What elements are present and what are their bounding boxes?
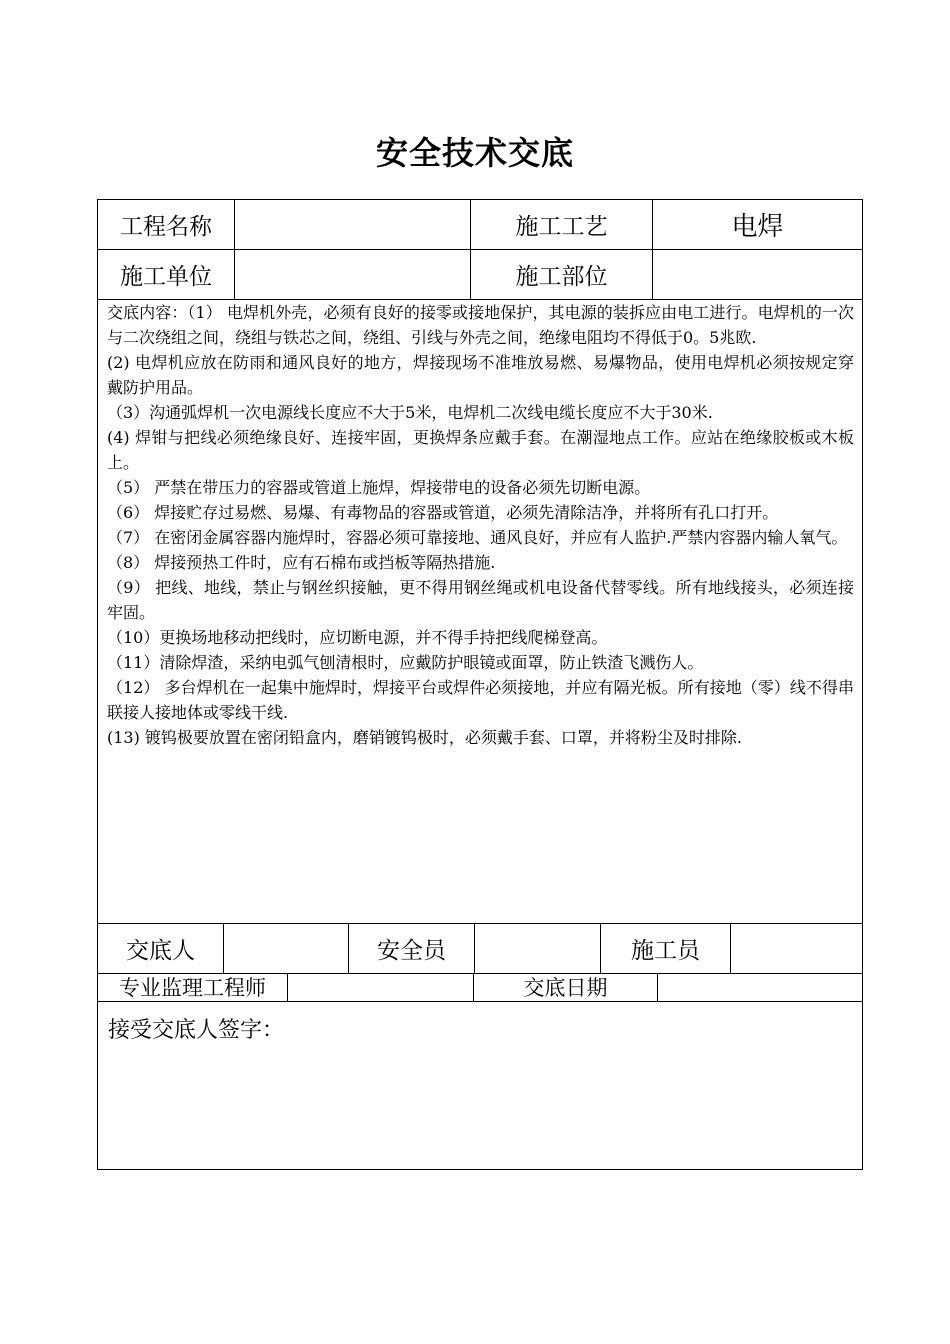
location-field[interactable] xyxy=(653,250,862,299)
discloser-label: 交底人 xyxy=(98,924,224,973)
content-paragraph: （3）沟通弧焊机一次电源线长度应不大于5米，电焊机二次线电缆长度应不大于30米. xyxy=(107,403,713,422)
date-label: 交底日期 xyxy=(474,973,658,1001)
header-row-unit xyxy=(98,250,862,299)
process-label: 施工工艺 xyxy=(471,200,653,249)
header-row-project xyxy=(98,200,862,250)
receiver-signature-label: 接受交底人签字： xyxy=(108,1018,285,1043)
safety-officer-field[interactable] xyxy=(475,924,601,973)
content-paragraph: （7） 在密闭金属容器内施焊时，容器必须可靠接地、通风良好，并应有人监护.严禁内容器内输人氧气。 xyxy=(107,528,848,547)
page-title: 安全技术交底 xyxy=(375,134,574,172)
process-field[interactable]: 电焊 xyxy=(731,212,784,242)
disclosure-content xyxy=(97,299,863,924)
content-paragraph: (4) 焊钳与把线必须绝缘良好、连接牢固，更换焊条应戴手套。在潮湿地点工作。应站在绝缘胶板或木板上。 xyxy=(107,428,854,472)
project-name-field[interactable] xyxy=(235,200,471,249)
content-paragraph: （11）清除焊渣，采纳电弧气刨清根时，应戴防护眼镜或面罩，防止铁渣飞溅伤人。 xyxy=(107,653,704,672)
supervisor-field[interactable] xyxy=(288,973,474,1001)
unit-label: 施工单位 xyxy=(98,250,235,299)
discloser-field[interactable] xyxy=(224,924,349,973)
header-table xyxy=(97,199,863,300)
supervisor-table xyxy=(97,973,863,1002)
content-paragraph: （8） 焊接预热工件时，应有石棉布或挡板等隔热措施. xyxy=(107,553,496,572)
content-paragraph: (13) 镀钨极要放置在密闭铅盒内，磨销镀钨极时，必须戴手套、口罩，并将粉尘及时排除. xyxy=(107,728,743,747)
content-paragraph: （5） 严禁在带压力的容器或管道上施焊，焊接带电的设备必须先切断电源。 xyxy=(107,478,651,497)
content-paragraph: 交底内容：（1） 电焊机外壳，必须有良好的接零或接地保护，其电源的装拆应由电工进行。电焊机的一次与二次绕组之间，绕组与铁芯之间，绕组、引线与外壳之间，绝缘电阻均不得低于0。5兆欧. xyxy=(107,303,854,347)
constructor-label: 施工员 xyxy=(601,924,731,973)
constructor-field[interactable] xyxy=(731,924,862,973)
location-label: 施工部位 xyxy=(471,250,653,299)
content-paragraph: (2) 电焊机应放在防雨和通风良好的地方，焊接现场不准堆放易燃、易爆物品，使用电焊机必须按规定穿戴防护用品。 xyxy=(107,353,854,397)
supervisor-label: 专业监理工程师 xyxy=(98,973,288,1001)
content-paragraph: （9） 把线、地线，禁止与钢丝织接触，更不得用钢丝绳或机电设备代替零线。所有地线接头，必须连接牢固。 xyxy=(107,578,854,622)
date-field[interactable] xyxy=(658,973,862,1001)
safety-officer-label: 安全员 xyxy=(349,924,475,973)
receiver-signature-area[interactable] xyxy=(97,1001,863,1170)
roles-table xyxy=(97,923,863,974)
project-name-label: 工程名称 xyxy=(98,200,235,249)
content-paragraph: （10）更换场地移动把线时，应切断电源，并不得手持把线爬梯登高。 xyxy=(107,628,608,647)
unit-field[interactable] xyxy=(235,250,471,299)
content-paragraph: （6） 焊接贮存过易燃、易爆、有毒物品的容器或管道，必须先清除洁净，并将所有孔口打开。 xyxy=(107,503,779,522)
content-paragraph: （12） 多台焊机在一起集中施焊时，焊接平台或焊件必须接地，并应有隔光板。所有接地（零）线不得串联接人接地体或零线干线. xyxy=(107,678,854,722)
